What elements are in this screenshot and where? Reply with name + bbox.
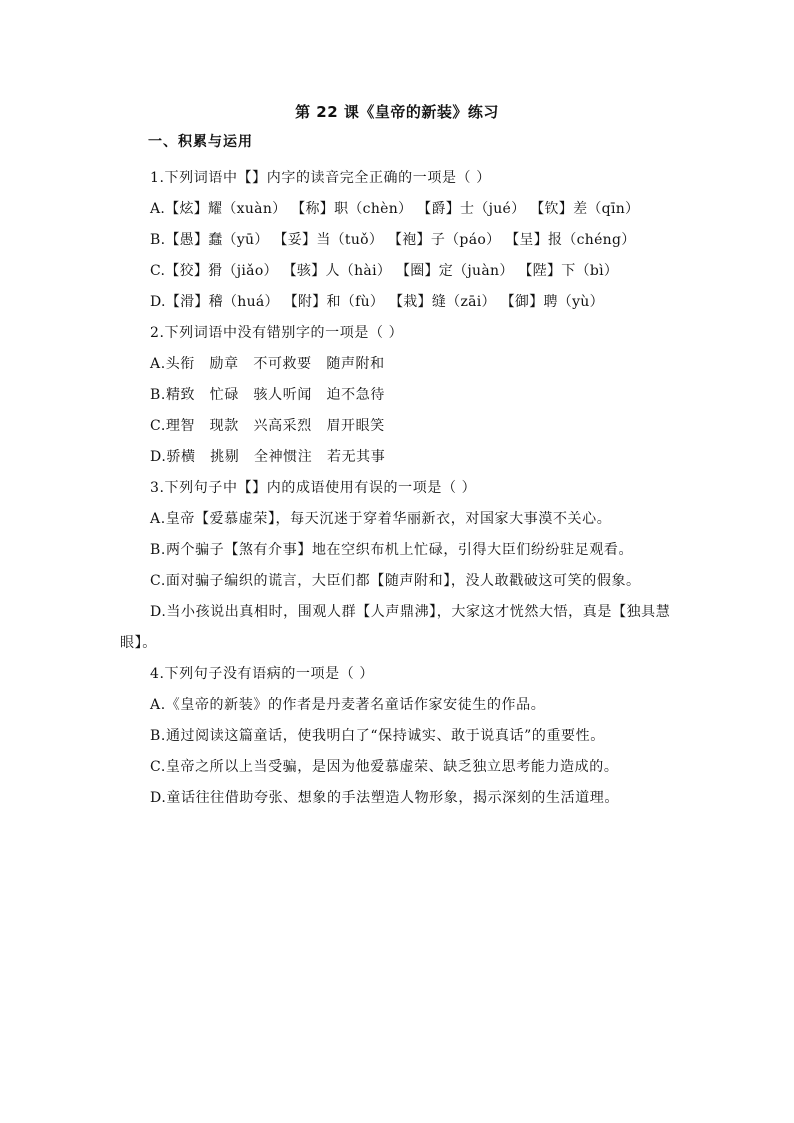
question-4-stem: 4.下列句子没有语病的一项是（ ）	[150, 666, 375, 682]
question-2-option-c: C.理智 现款 兴高采烈 眉开眼笑	[150, 418, 385, 434]
question-4-option-d: D.童话往往借助夸张、想象的手法塑造人物形象，揭示深刻的生活道理。	[150, 790, 619, 806]
question-2-option-b: B.精致 忙碌 骇人听闻 迫不急待	[150, 387, 385, 403]
question-2-option-d: D.骄横 挑剔 全神惯注 若无其事	[150, 449, 386, 465]
question-3-stem: 3.下列句子中【】内的成语使用有误的一项是（ ）	[150, 480, 477, 496]
section-heading: 一、积累与运用	[148, 134, 253, 150]
question-3-option-c: C.面对骗子编织的谎言，大臣们都【随声附和】，没人敢戳破这可笑的假象。	[150, 573, 641, 589]
question-3-option-d: D.当小孩说出真相时，围观人群【人声鼎沸】，大家这才恍然大悟，真是【独具慧眼】。	[120, 604, 671, 651]
question-4-option-c: C.皇帝之所以上当受骗，是因为他爱慕虚荣、缺乏独立思考能力造成的。	[150, 759, 619, 775]
question-3-option-a: A.皇帝【爱慕虚荣】，每天沉迷于穿着华丽新衣，对国家大事漠不关心。	[150, 511, 612, 527]
question-1-option-c: C.【狡】猾（jiǎo） 【骇】人（hài） 【圈】定（juàn） 【陛】下（bì）	[150, 263, 619, 279]
question-4-option-a: A.《皇帝的新装》的作者是丹麦著名童话作家安徒生的作品。	[150, 697, 546, 713]
question-1-option-d: D.【滑】稽（huá） 【附】和（fù） 【栽】缝（zāi） 【御】聘（yù）	[150, 294, 604, 310]
question-1-stem: 1.下列词语中【】内字的读音完全正确的一项是（ ）	[150, 170, 491, 186]
question-3-option-b: B.两个骗子【煞有介事】地在空织布机上忙碌，引得大臣们纷纷驻足观看。	[150, 542, 634, 558]
question-1-option-a: A.【炫】耀（xuàn） 【称】职（chèn） 【爵】士（jué） 【钦】差（qīn）	[150, 201, 640, 217]
question-2-option-a: A.头衔 励章 不可救要 随声附和	[150, 356, 385, 372]
question-4-option-b: B.通过阅读这篇童话，使我明白了“保持诚实、敢于说真话”的重要性。	[150, 728, 605, 744]
page-title: 第 22 课《皇帝的新装》练习	[295, 103, 499, 121]
question-1-option-b: B.【愚】蠢（yū） 【妥】当（tuǒ） 【袍】子（páo） 【呈】报（chéng）	[150, 232, 636, 248]
questions	[0, 163, 794, 814]
question-2-stem: 2.下列词语中没有错别字的一项是（ ）	[150, 325, 404, 341]
